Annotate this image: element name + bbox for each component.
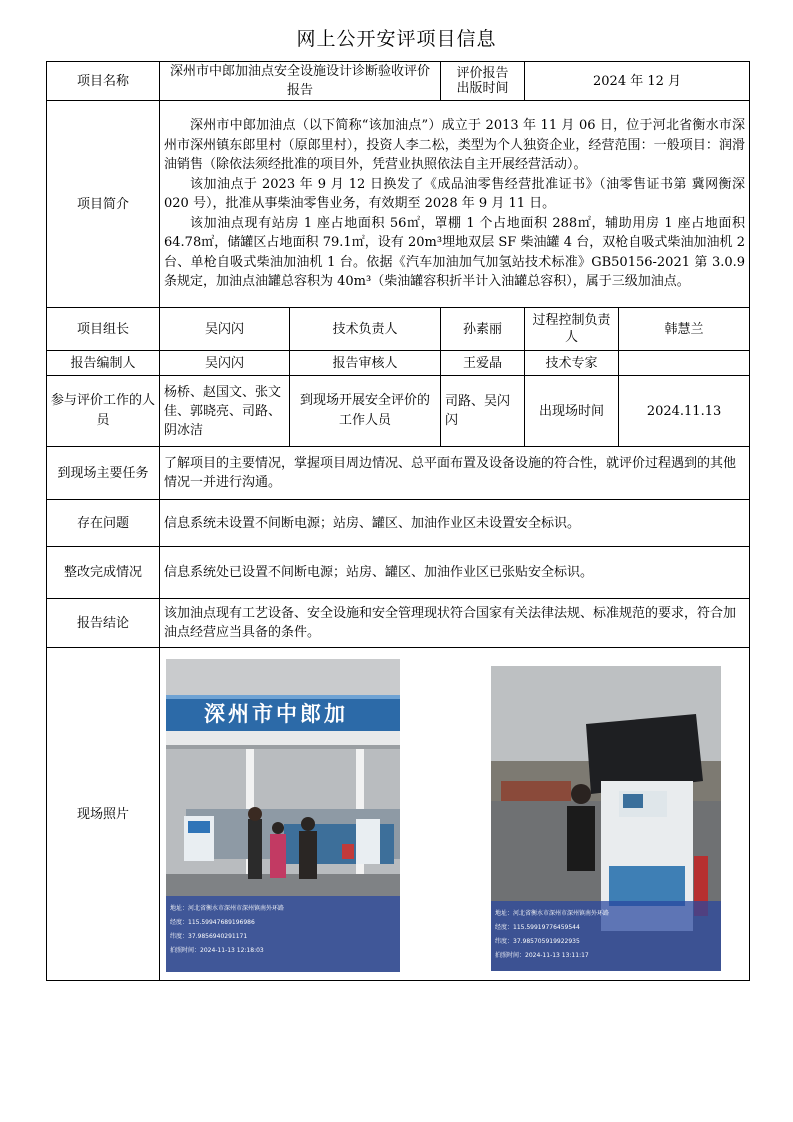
station-sign-text: 深州市中郎加 <box>204 702 348 726</box>
tech-lead-label: 技术负责人 <box>290 308 441 351</box>
rectify-label: 整改完成情况 <box>47 547 160 599</box>
expert-value <box>619 351 750 376</box>
photo-2-address: 地址：河北省衡水市深州市深州镇南外环路 <box>495 910 610 917</box>
leader-label: 项目组长 <box>47 308 160 351</box>
process-control-value: 韩慧兰 <box>619 308 750 351</box>
intro-text <box>160 101 750 308</box>
issues-label: 存在问题 <box>47 500 160 547</box>
project-name-label: 项目名称 <box>47 62 160 101</box>
photo-1-watermark <box>166 896 400 972</box>
photo-1-longitude: 经度：115.59947689196986 <box>170 919 255 926</box>
intro-paragraph-1: 深州市中郎加油点（以下简称“该加油点”）成立于 2013 年 11 月 06 日，位于河北省衡水市深州市深州镇东郎里村（原郎里村），投资人李二松，类型为个人独资企业，经营范围：一般项目：润滑油销售（除依法须经批准的项目外，凭营业执照依法自主开展经营活动）。 <box>164 118 746 173</box>
author-label: 报告编制人 <box>47 351 160 376</box>
report-date-label <box>441 62 525 101</box>
photo-2-timestamp: 拍照时间：2024-11-13 13:11:17 <box>495 952 589 959</box>
photo-1-address: 地址：河北省衡水市深州市深州镇南外环路 <box>170 905 285 912</box>
tech-lead-value: 孙素丽 <box>441 308 525 351</box>
process-control-label: 过程控制负责人 <box>525 308 619 351</box>
intro-paragraph-3: 该加油点现有站房 1 座占地面积 56㎡，罩棚 1 个占地面积 288㎡，辅助用房 1 座占地面积 64.78㎡，储罐区占地面积 79.1㎡，设有 20m³埋地双层 SF 柴油罐 4 台，双枪自吸式柴油加油机 2 台、单枪自吸式柴油加油机 1 台。依据《汽车加油加气加氢站技术标准》GB50156-2021 第 3.0.9 条规定，加油点油罐总容积为 40m³（柴油罐容积折半计入油罐总容积），属于三级加油点。 <box>164 215 746 290</box>
photo-2-longitude: 经度：115.59919776459544 <box>495 924 580 931</box>
project-name-value: 深州市中郎加油点安全设施设计诊断验收评价报告 <box>160 62 441 101</box>
author-value: 吴闪闪 <box>160 351 290 376</box>
report-date-label-line1: 评价报告 <box>456 66 509 81</box>
leader-value: 吴闪闪 <box>160 308 290 351</box>
conclusion-value: 该加油点现有工艺设备、安全设施和安全管理现状符合国家有关法律法规、标准规范的要求，符合加油点经营应当具备的条件。 <box>160 599 750 648</box>
site-photo-1 <box>166 659 400 972</box>
site-photo-2 <box>491 666 721 971</box>
onsite-time-value: 2024.11.13 <box>619 376 750 447</box>
onsite-staff-value: 司路、吴闪闪 <box>441 376 525 447</box>
rectify-value: 信息系统处已设置不间断电源；站房、罐区、加油作业区已张贴安全标识。 <box>160 547 750 599</box>
onsite-time-label: 出现场时间 <box>525 376 619 447</box>
intro-label: 项目简介 <box>47 101 160 308</box>
conclusion-label: 报告结论 <box>47 599 160 648</box>
issues-value: 信息系统未设置不间断电源；站房、罐区、加油作业区未设置安全标识。 <box>160 500 750 547</box>
report-date-value: 2024 年 12 月 <box>525 62 750 101</box>
photo-1-latitude: 纬度：37.9856940291171 <box>170 933 248 940</box>
report-date-label-line2: 出版时间 <box>456 81 509 96</box>
reviewer-label: 报告审核人 <box>290 351 441 376</box>
task-label: 到现场主要任务 <box>47 447 160 500</box>
photo-1-timestamp: 拍照时间：2024-11-13 12:18:03 <box>170 947 264 954</box>
photos-label: 现场照片 <box>47 648 160 981</box>
reviewer-value: 王爱晶 <box>441 351 525 376</box>
staff-value: 杨桥、赵国文、张文佳、郭晓亮、司路、阴冰洁 <box>160 376 290 447</box>
expert-label: 技术专家 <box>525 351 619 376</box>
page-title: 网上公开安评项目信息 <box>296 28 497 50</box>
photo-2-latitude: 纬度：37.985705919922935 <box>495 938 580 945</box>
onsite-staff-label: 到现场开展安全评价的工作人员 <box>290 376 441 447</box>
task-value: 了解项目的主要情况，掌握项目周边情况、总平面布置及设备设施的符合性，就评价过程遇到的其他情况一并进行沟通。 <box>160 447 750 500</box>
staff-label: 参与评价工作的人员 <box>47 376 160 447</box>
photo-2-watermark <box>491 901 721 971</box>
intro-paragraph-2: 该加油点于 2023 年 9 月 12 日换发了《成品油零售经营批准证书》（油零售证书第 冀网衡深 020 号），批准从事柴油零售业务，有效期至 2028 年 9 月 11 日。 <box>164 176 746 212</box>
